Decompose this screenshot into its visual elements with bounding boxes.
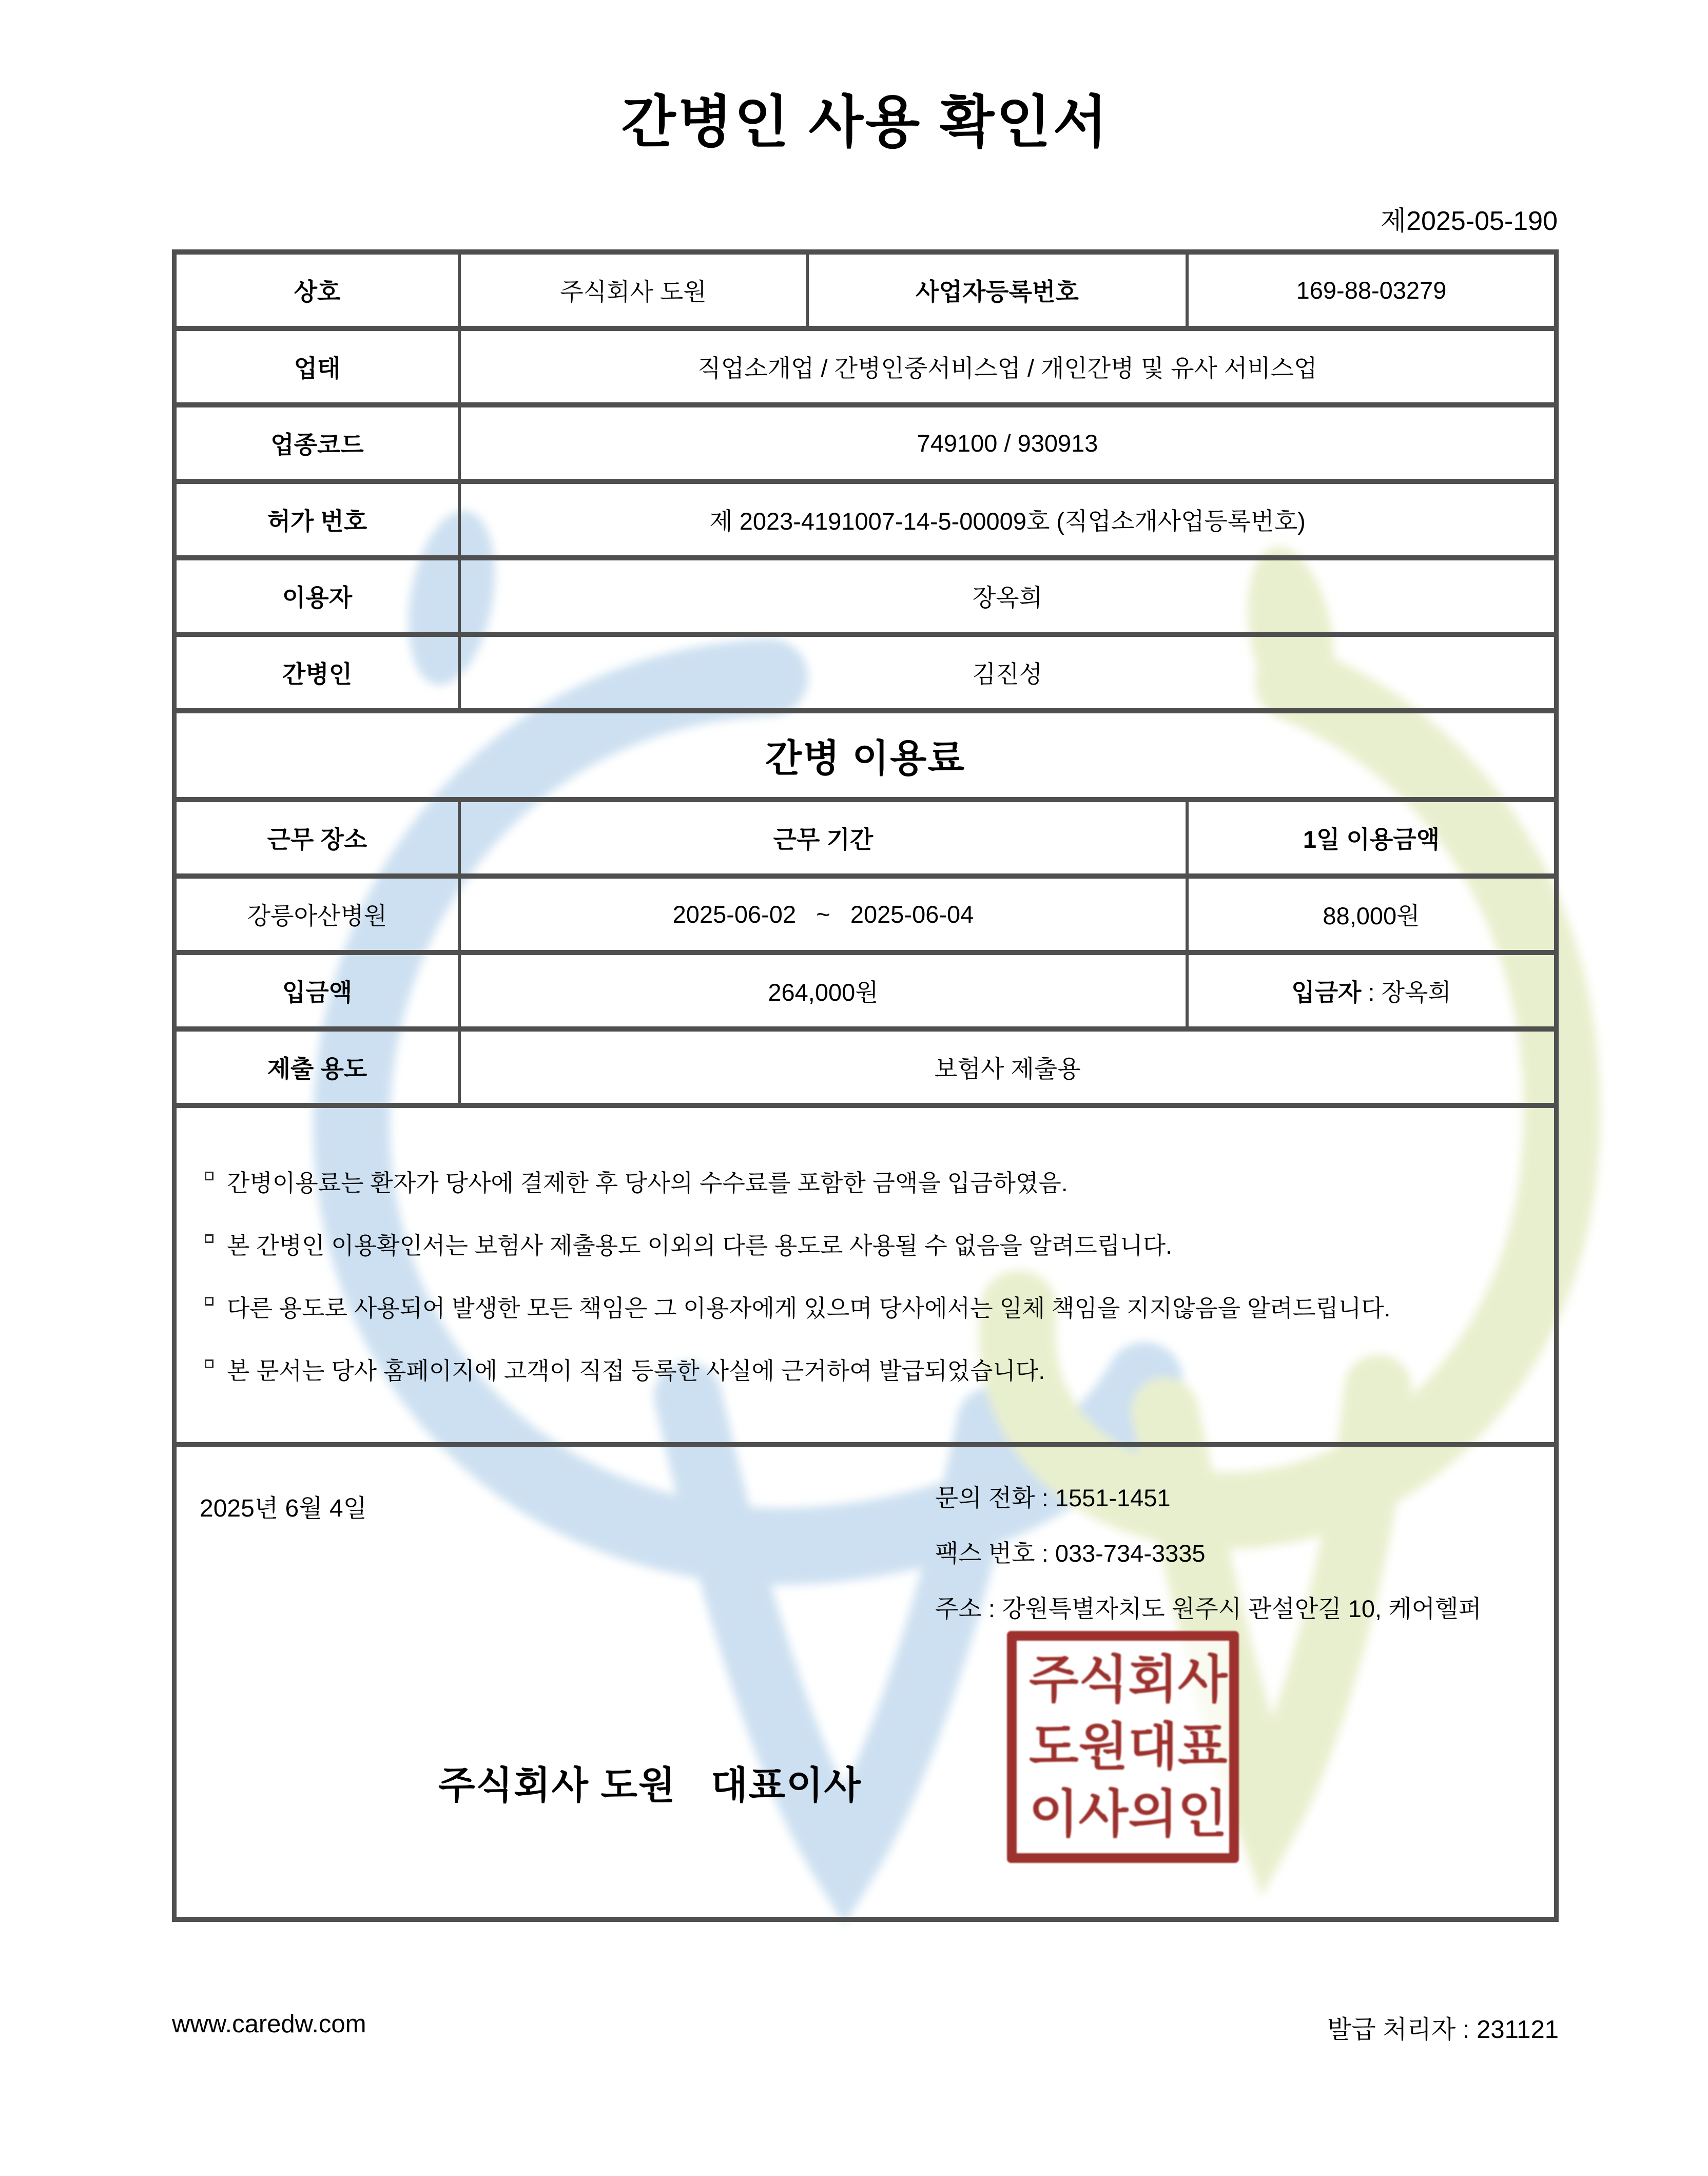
permit-no-value: 제 2023-4191007-14-5-00009호 (직업소개사업등록번호) xyxy=(709,508,1306,535)
bottom-line xyxy=(172,2010,1559,2046)
note-item xyxy=(205,1352,1045,1386)
permit-no-label: 허가 번호 xyxy=(177,484,461,555)
purpose-value: 보험사 제출용 xyxy=(934,1055,1081,1082)
deposit-label: 입금액 xyxy=(177,955,461,1026)
work-place-header: 근무 장소 xyxy=(177,802,461,873)
work-place-value: 강릉아산병원 xyxy=(177,879,461,950)
document-content xyxy=(172,0,1559,2176)
note-text: 본 문서는 당사 홈페이지에 고객이 직접 등록한 사실에 근거하여 발급되었습니다. xyxy=(227,1357,1045,1384)
table-row-user xyxy=(177,560,1554,637)
note-item xyxy=(205,1290,1390,1324)
square-bullet-icon xyxy=(205,1234,214,1243)
table-row-business-type xyxy=(177,331,1554,407)
note-item xyxy=(205,1164,1068,1198)
company-name-label: 상호 xyxy=(177,255,461,326)
issue-date: 2025년 6월 4일 xyxy=(200,1495,367,1522)
table-row-work-header xyxy=(177,802,1554,879)
corporate-seal-stamp xyxy=(1007,1631,1239,1863)
company-name-value: 주식회사 도원 xyxy=(461,255,809,326)
purpose-label: 제출 용도 xyxy=(177,1032,461,1103)
note-text: 간병이용료는 환자가 당사에 결제한 후 당사의 수수료를 포함한 금액을 입금하였음. xyxy=(227,1169,1068,1196)
contact-block xyxy=(935,1479,1482,1624)
user-label: 이용자 xyxy=(177,560,461,632)
caregiver-value: 김진성 xyxy=(972,660,1043,688)
square-bullet-icon xyxy=(205,1172,214,1180)
fee-section-title: 간병 이용료 xyxy=(765,736,965,780)
user-value: 장옥희 xyxy=(972,584,1043,611)
business-reg-no-value: 169-88-03279 xyxy=(1296,277,1447,304)
footer-block xyxy=(177,1447,1554,1917)
depositor-cell xyxy=(1189,955,1554,1026)
table-row-footer xyxy=(177,1447,1554,1917)
depositor-value: : 장옥희 xyxy=(1361,979,1451,1006)
issuer-id: 발급 처리자 : 231121 xyxy=(1327,2016,1559,2044)
stamp-row: 도 원 대 표 xyxy=(1029,1718,1228,1776)
note-item xyxy=(205,1227,1172,1261)
website-url: www.caredw.com xyxy=(172,2010,366,2038)
table-row-notes xyxy=(177,1108,1554,1447)
stamp-row: 이 사 의 인 xyxy=(1029,1785,1228,1843)
caregiver-label: 간병인 xyxy=(177,637,461,708)
stamp-row: 주 식 회 사 xyxy=(1029,1651,1228,1708)
table-row-company xyxy=(177,255,1554,331)
square-bullet-icon xyxy=(205,1297,214,1306)
contact-phone: 문의 전화 : 1551-1451 xyxy=(935,1484,1171,1511)
company-signature-line: 주식회사 도원 대표이사 xyxy=(438,1764,862,1806)
daily-fee-header: 1일 이용금액 xyxy=(1303,826,1440,853)
business-type-label: 업태 xyxy=(177,331,461,402)
daily-fee-value: 88,000원 xyxy=(1323,902,1420,929)
table-row-caregiver xyxy=(177,637,1554,713)
table-row-work-data xyxy=(177,879,1554,955)
business-reg-no-label: 사업자등록번호 xyxy=(809,255,1189,326)
note-text: 다른 용도로 사용되어 발생한 모든 책임은 그 이용자에게 있으며 당사에서는 일체 책임을 지지않음을 알려드립니다. xyxy=(227,1294,1391,1322)
notes-block xyxy=(177,1108,1554,1442)
table-row-fee-section xyxy=(177,713,1554,802)
note-text: 본 간병인 이용확인서는 보험사 제출용도 이외의 다른 용도로 사용될 수 없음을 알려드립니다. xyxy=(227,1232,1172,1259)
table-row-industry-code xyxy=(177,407,1554,484)
doc-number: 제2025-05-190 xyxy=(1380,206,1558,236)
table-row-permit-no xyxy=(177,484,1554,560)
industry-code-label: 업종코드 xyxy=(177,407,461,479)
depositor-label: 입금자 xyxy=(1291,979,1362,1006)
contact-address: 주소 : 강원특별자치도 원주시 관설안길 10, 케어헬퍼 xyxy=(935,1595,1482,1622)
contact-fax: 팩스 번호 : 033-734-3335 xyxy=(935,1540,1206,1567)
business-type-value: 직업소개업 / 간병인중서비스업 / 개인간병 및 유사 서비스업 xyxy=(697,355,1317,382)
table-row-deposit xyxy=(177,955,1554,1032)
square-bullet-icon xyxy=(205,1359,214,1368)
work-period-header: 근무 기간 xyxy=(461,802,1189,873)
work-period-value: 2025-06-02 ~ 2025-06-04 xyxy=(461,879,1189,950)
page-title: 간병인 사용 확인서 xyxy=(621,91,1110,154)
industry-code-value: 749100 / 930913 xyxy=(917,430,1098,457)
deposit-amount: 264,000원 xyxy=(461,955,1189,1026)
confirmation-table xyxy=(172,249,1559,1922)
table-row-purpose xyxy=(177,1032,1554,1108)
